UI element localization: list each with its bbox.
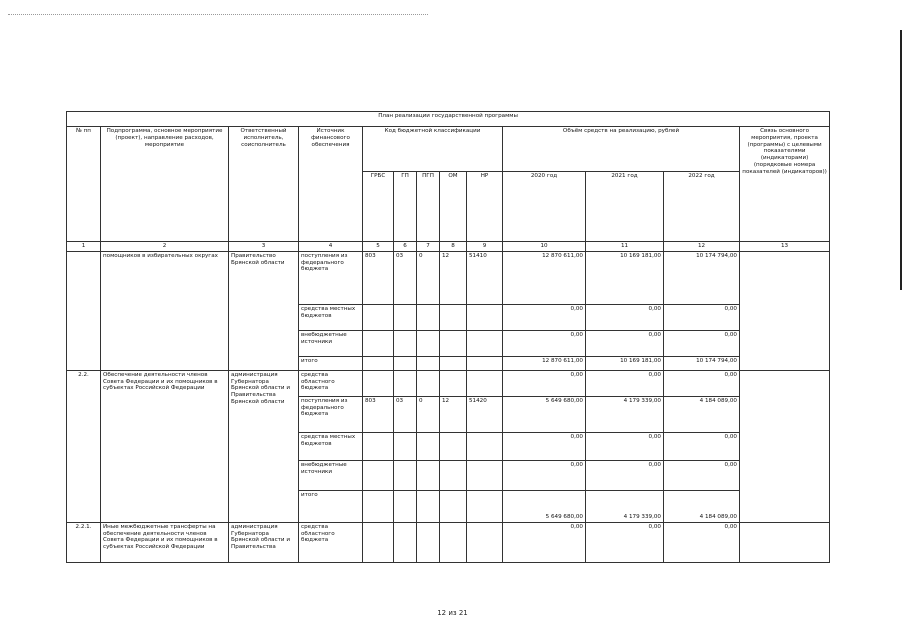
table-row [67, 370, 830, 396]
code-om: 12 [440, 396, 467, 432]
col-number: 11 [586, 242, 664, 252]
col-number: 13 [740, 242, 830, 252]
col-number: 9 [467, 242, 503, 252]
value-2021: 0,00 [586, 370, 664, 396]
row-source: итого [299, 490, 363, 522]
row-executor: администрация Губернатора Брянской области и Правительства Брянской области [229, 370, 299, 522]
row-source: внебюджетные источники [299, 460, 363, 490]
value-2022: 0,00 [664, 522, 740, 562]
value-2022: 0,00 [664, 460, 740, 490]
row-name: помощников в избирательных округах [101, 251, 229, 370]
code-grbs: 803 [363, 396, 394, 432]
code-nr: 51420 [467, 396, 503, 432]
header-nr: НР [467, 172, 503, 242]
col-number: 7 [417, 242, 440, 252]
value-2022: 0,00 [664, 370, 740, 396]
value-2022: 0,00 [664, 330, 740, 356]
scan-artifact-line [8, 14, 428, 16]
row-source: средства областного бюджета [299, 370, 363, 396]
row-num: 2.2.1. [67, 522, 101, 562]
value-2021: 0,00 [586, 522, 664, 562]
header-grbs: ГРБС [363, 172, 394, 242]
value-2020: 0,00 [503, 304, 586, 330]
value-2021: 10 169 181,00 [586, 251, 664, 304]
header-executor: Ответственный исполнитель, соисполнитель [229, 127, 299, 242]
value-2020: 5 649 680,00 [503, 490, 586, 522]
code-gp: 03 [394, 396, 417, 432]
header-2021: 2021 год [586, 172, 664, 242]
header-om: ОМ [440, 172, 467, 242]
value-2022: 0,00 [664, 304, 740, 330]
value-2020: 0,00 [503, 432, 586, 460]
header-link: Связь основного мероприятия, проекта (программы) с целевыми показателями (индикаторами) (порядковые номера показателей (индикаторов)) [740, 127, 830, 242]
value-2020: 0,00 [503, 330, 586, 356]
value-2021: 0,00 [586, 330, 664, 356]
code-pgp: 0 [417, 396, 440, 432]
row-executor: администрация Губернатора Брянской области и Правительства [229, 522, 299, 562]
header-gp: ГП [394, 172, 417, 242]
col-number: 2 [101, 242, 229, 252]
row-executor: Правительство Брянской области [229, 251, 299, 370]
row-link [740, 522, 830, 562]
col-number: 4 [299, 242, 363, 252]
value-2021: 0,00 [586, 304, 664, 330]
row-link [740, 251, 830, 370]
value-2020: 0,00 [503, 370, 586, 396]
value-2021: 4 179 339,00 [586, 396, 664, 432]
plan-table [66, 111, 830, 563]
col-number: 1 [67, 242, 101, 252]
row-source: средства местных бюджетов [299, 304, 363, 330]
code-nr: 51410 [467, 251, 503, 304]
value-2022: 0,00 [664, 432, 740, 460]
header-subprogram: Подпрограмма, основное мероприятие (проект), направление расходов, мероприятие [101, 127, 229, 242]
row-num [67, 251, 101, 370]
row-source: средства местных бюджетов [299, 432, 363, 460]
row-source: средства областного бюджета [299, 522, 363, 562]
table-row [67, 522, 830, 562]
code-grbs: 803 [363, 251, 394, 304]
header-sources: Источник финансового обеспечения [299, 127, 363, 242]
value-2022: 4 184 089,00 [664, 396, 740, 432]
value-2020: 5 649 680,00 [503, 396, 586, 432]
header-2022: 2022 год [664, 172, 740, 242]
col-number: 5 [363, 242, 394, 252]
code-pgp: 0 [417, 251, 440, 304]
row-source: итого [299, 356, 363, 370]
row-num: 2.2. [67, 370, 101, 522]
table-title: План реализации государственной программы [67, 112, 830, 127]
col-number: 3 [229, 242, 299, 252]
row-source: поступления из федерального бюджета [299, 251, 363, 304]
header-pgp: ПГП [417, 172, 440, 242]
col-number: 10 [503, 242, 586, 252]
header-num: № пп [67, 127, 101, 242]
page-number: 12 из 21 [437, 609, 468, 617]
value-2021: 4 179 339,00 [586, 490, 664, 522]
value-2021: 10 169 181,00 [586, 356, 664, 370]
scan-edge-mark [900, 30, 902, 290]
table-row [67, 251, 830, 304]
row-name: Обеспечение деятельности членов Совета Федерации и их помощников в субъектах Российской Федерации [101, 370, 229, 522]
header-amount: Объём средств на реализацию, рублей [503, 127, 740, 172]
value-2021: 0,00 [586, 432, 664, 460]
value-2020: 0,00 [503, 460, 586, 490]
value-2020: 12 870 611,00 [503, 356, 586, 370]
value-2021: 0,00 [586, 460, 664, 490]
col-number: 6 [394, 242, 417, 252]
column-numbers-row [67, 242, 830, 252]
code-gp: 03 [394, 251, 417, 304]
value-2020: 0,00 [503, 522, 586, 562]
row-source: внебюджетные источники [299, 330, 363, 356]
row-name: Иные межбюджетные трансферты на обеспечение деятельности членов Совета Федерации и их помощников в субъектах Российской Федерации [101, 522, 229, 562]
row-source: поступления из федерального бюджета [299, 396, 363, 432]
value-2022: 10 174 794,00 [664, 251, 740, 304]
value-2022: 10 174 794,00 [664, 356, 740, 370]
header-kbk: Код бюджетной классификации [363, 127, 503, 172]
value-2020: 12 870 611,00 [503, 251, 586, 304]
value-2022: 4 184 089,00 [664, 490, 740, 522]
code-om: 12 [440, 251, 467, 304]
col-number: 12 [664, 242, 740, 252]
header-2020: 2020 год [503, 172, 586, 242]
row-link [740, 370, 830, 522]
col-number: 8 [440, 242, 467, 252]
